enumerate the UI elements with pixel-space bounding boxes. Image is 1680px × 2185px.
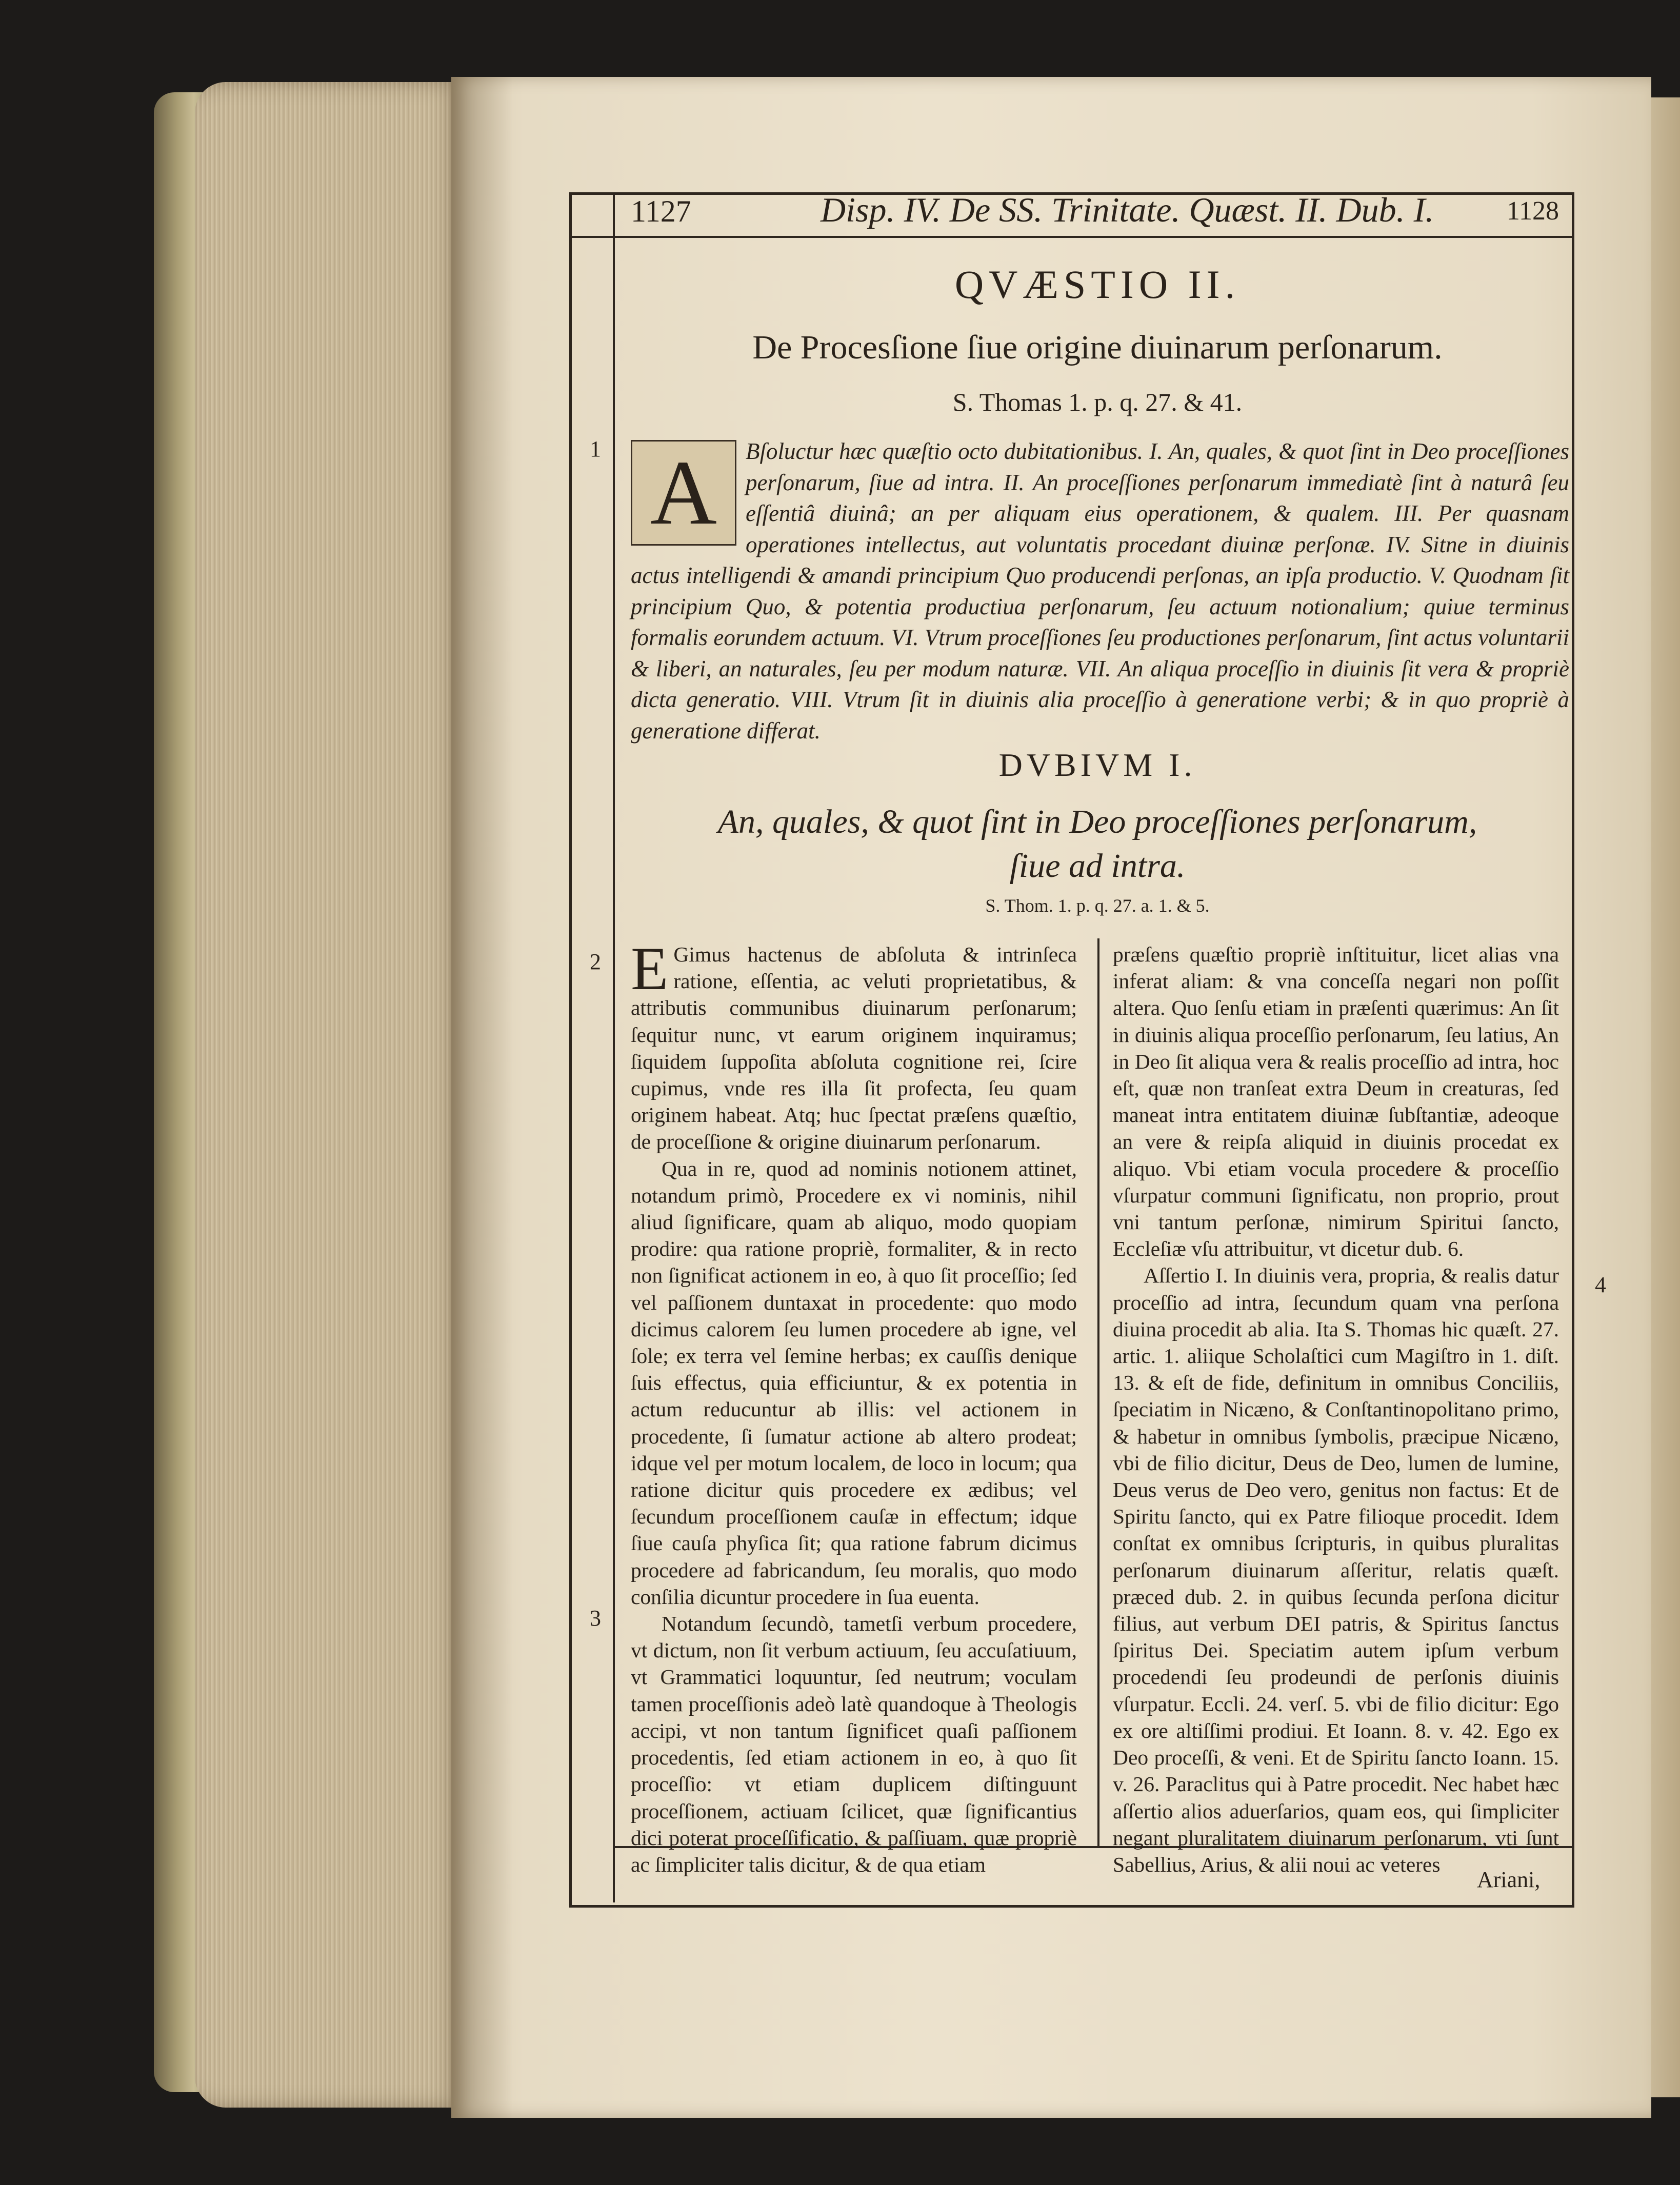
right-paragraph-1: præſens quæſtio propriè inſtituitur, licet alias vna inferat aliam: & vna conceſſa negari non poſſit altera. Quo ſenſu etiam in præſenti quærimus: An ſit in diuinis aliqua proceſſio perſonarum, ſeu latius, An in Deo ſit aliqua vera & realis proceſſio ad intra, hoc eſt, quæ non tranſeat extra Deum in creaturas, ſed maneat intra entitatem diuinæ ſubſtantiæ, adeoque an vere & reipſa aliquid in diuinis procedat ex aliquo. Vbi etiam vocula procedere & proceſſio vſurpatur communi ſignificatu, non proprio, prout vni tantum perſonæ, nimirum Spiritui ſancto, Eccleſiæ vſu attribuitur, vt dicetur dub. 6. xyxy=(1113,943,1559,1261)
intro-paragraph xyxy=(631,436,1569,746)
dubium-subtitle: An, quales, & quot ſint in Deo proceſſiones perſonarum, ſiue ad intra. xyxy=(717,803,1477,885)
margin-number-2: 2 xyxy=(590,949,601,974)
left-paragraph-2: Qua in re, quod ad nominis notionem attinet, notandum primò, Procedere ex vi nominis, nihil aliud ſignificare, quam ab aliquo, modo quopiam prodire: qua ratione propriè, formaliter, & in recto non ſignificat actionem in eo, à quo ſit proceſſio; ſed vel paſſionem duntaxat in procedente: quo modo dicimus calorem ſeu lumen procedere ab igne, vel ſole; ex terra vel ſemine herbas; ex cauſſis denique ſuis effectus, quia efficiuntur, & ex potentia in actum reducuntur ab illis: vel actionem in procedente, ſi ſumatur actione ab altero prodeat; idque vel per motum localem, de loco in locum; qua ratione dicitur quis procedere ex ædibus; vel ſecundum proceſſionem cauſæ in effectum; idque ſiue cauſa phyſica ſit; qua ratione fabrum dicimus procedere ad fabricandum, ſeu moralis, quo modo conſilia dicuntur procedere in ſua euenta. xyxy=(631,1156,1077,1609)
left-column xyxy=(631,934,1077,1878)
page-number-left: 1127 xyxy=(631,194,691,228)
initial-letter: E xyxy=(631,934,669,1003)
gutter-shadow xyxy=(451,77,513,2118)
page-number-right: 1128 xyxy=(1506,196,1559,226)
catchword: Ariani, xyxy=(1477,1867,1541,1892)
page-edges xyxy=(195,82,462,2108)
question-subtitle: De Procesſione ſiue origine diuinarum perſonarum. xyxy=(752,329,1443,366)
column-rule xyxy=(1097,938,1099,1846)
left-paragraph-1-text: Gimus hactenus de abſoluta & intrinſeca ratione, eſſentia, ac veluti proprietatibus, & attributis communibus diuinarum perſonarum; ſequitur nunc, vt earum originem inquiramus; ſiquidem ſuppoſita abſoluta cognitione rei, ſcire cupimus, vnde res illa ſit profecta, ſeu quam originem habeat. Atq; huc ſpectat præſens quæſtio, de proceſſione & origine diuinarum perſonarum. xyxy=(631,943,1077,1154)
question-reference: S. Thomas 1. p. q. 27. & 41. xyxy=(952,388,1243,416)
facing-page-edge xyxy=(1651,97,1680,2097)
margin-number-1: 1 xyxy=(590,436,601,462)
question-title: QVÆSTIO II. xyxy=(954,262,1241,307)
dubium-reference: S. Thom. 1. p. q. 27. a. 1. & 5. xyxy=(985,895,1210,916)
margin-rule xyxy=(613,195,615,1902)
running-header xyxy=(574,190,1569,236)
right-column xyxy=(1113,941,1559,1878)
right-paragraph-2: Aſſertio I. In diuinis vera, propria, & realis datur proceſſio ad intra, ſecundum quam vna perſona diuina procedit ab alia. Ita S. Thomas hic quæſt. 27. artic. 1. aliique Scholaſtici cum Magiſtro in 1. diſt. 13. & eſt de fide, definitum in omnibus Conciliis, ſpeciatim in Nicæno, & Conſtantinopolitano primo, & habetur in omnibus ſymbolis, præcipue Nicæno, vbi de filio dicitur, Deus de Deo, lumen de lumine, Deus verus de Deo vero, genitus non factus: Et de Spiritu ſancto, qui ex Patre filioque procedit. Idem conſtat ex omnibus ſcripturis, in quibus pluralitas perſonarum diuinarum aſſeritur, relatis quæſt. præced dub. 2. in quibus ſecunda perſona dicitur filius, aut verbum DEI patris, & Spiritus ſanctus ſpiritus Dei. Speciatim autem ipſum verbum procedendi ſeu prodeundi de perſonis diuinis vſurpatur. Eccli. 24. verſ. 5. vbi de filio dicitur: Ego ex ore altiſſimi prodiui. Et Ioann. 8. v. 42. Ego ex Deo proceſſi, & veni. Et de Spiritu ſancto Ioann. 15. v. 26. Paraclitus qui à Patre procedit. Nec habet hæc aſſertio alios aduerſarios, quam eos, qui ſimpliciter negant pluralitatem diuinarum perſonarum, vti ſunt Sabellius, Arius, & alii noui ac veteres xyxy=(1113,1264,1559,1876)
left-paragraph-1 xyxy=(631,934,1077,1155)
header-rule xyxy=(569,236,1572,238)
margin-number-4: 4 xyxy=(1595,1272,1606,1297)
intro-text: Bſoluctur hæc quæſtio octo dubitationibus. I. An, quales, & quot ſint in Deo proceſſiones perſonarum, ſiue ad intra. II. An proceſſiones perſonarum immediatè ſint à naturâ ſeu eſſentiâ diuinâ; an per aliquam eius operationem, & qualem. III. Per quasnam operationes intellectus, aut voluntatis procedant diuinæ perſonæ. IV. Sitne in diuinis actus intelligendi & amandi principium Quo producendi perſonas, an ipſa productio. V. Quodnam ſit principium Quo, & potentia productiua perſonarum, ſeu actuum notionalium; quiue terminus formalis eorundem actuum. VI. Vtrum proceſſiones ſeu productiones perſonarum, ſint actus voluntarii & liberi, an naturales, ſeu per modum naturæ. VII. An aliqua proceſſio in diuinis ſit vera & propriè dicta generatio. VIII. Vtrum ſit in diuinis alia proceſſio à generatione verbi; & in quo propriè à generatione differat. xyxy=(631,438,1569,744)
left-paragraph-3: Notandum ſecundò, tametſi verbum procedere, vt dictum, non ſit verbum actiuum, ſeu accuſatiuum, vt Grammatici loquuntur, ſed neutrum; voculam tamen proceſſionis adeò latè quandoque à Theologis accipi, vt non tantum ſignificet quaſi paſſionem procedentis, ſed etiam actionem in eo, à quo ſit proceſſio: vt etiam duplicem diſtinguunt proceſſionem, actiuam ſcilicet, quæ ſignificantius dici poterat proceſſificatio, & paſſiuam, quæ propriè ac ſimpliciter talis dicitur, & de qua etiam xyxy=(631,1612,1077,1876)
margin-number-3: 3 xyxy=(590,1606,601,1631)
decorated-initial: A xyxy=(631,440,736,546)
dubium-title: DVBIVM I. xyxy=(998,747,1196,783)
running-title: Disp. IV. De SS. Trinitate. Quæst. II. Dub. I. xyxy=(821,190,1434,229)
